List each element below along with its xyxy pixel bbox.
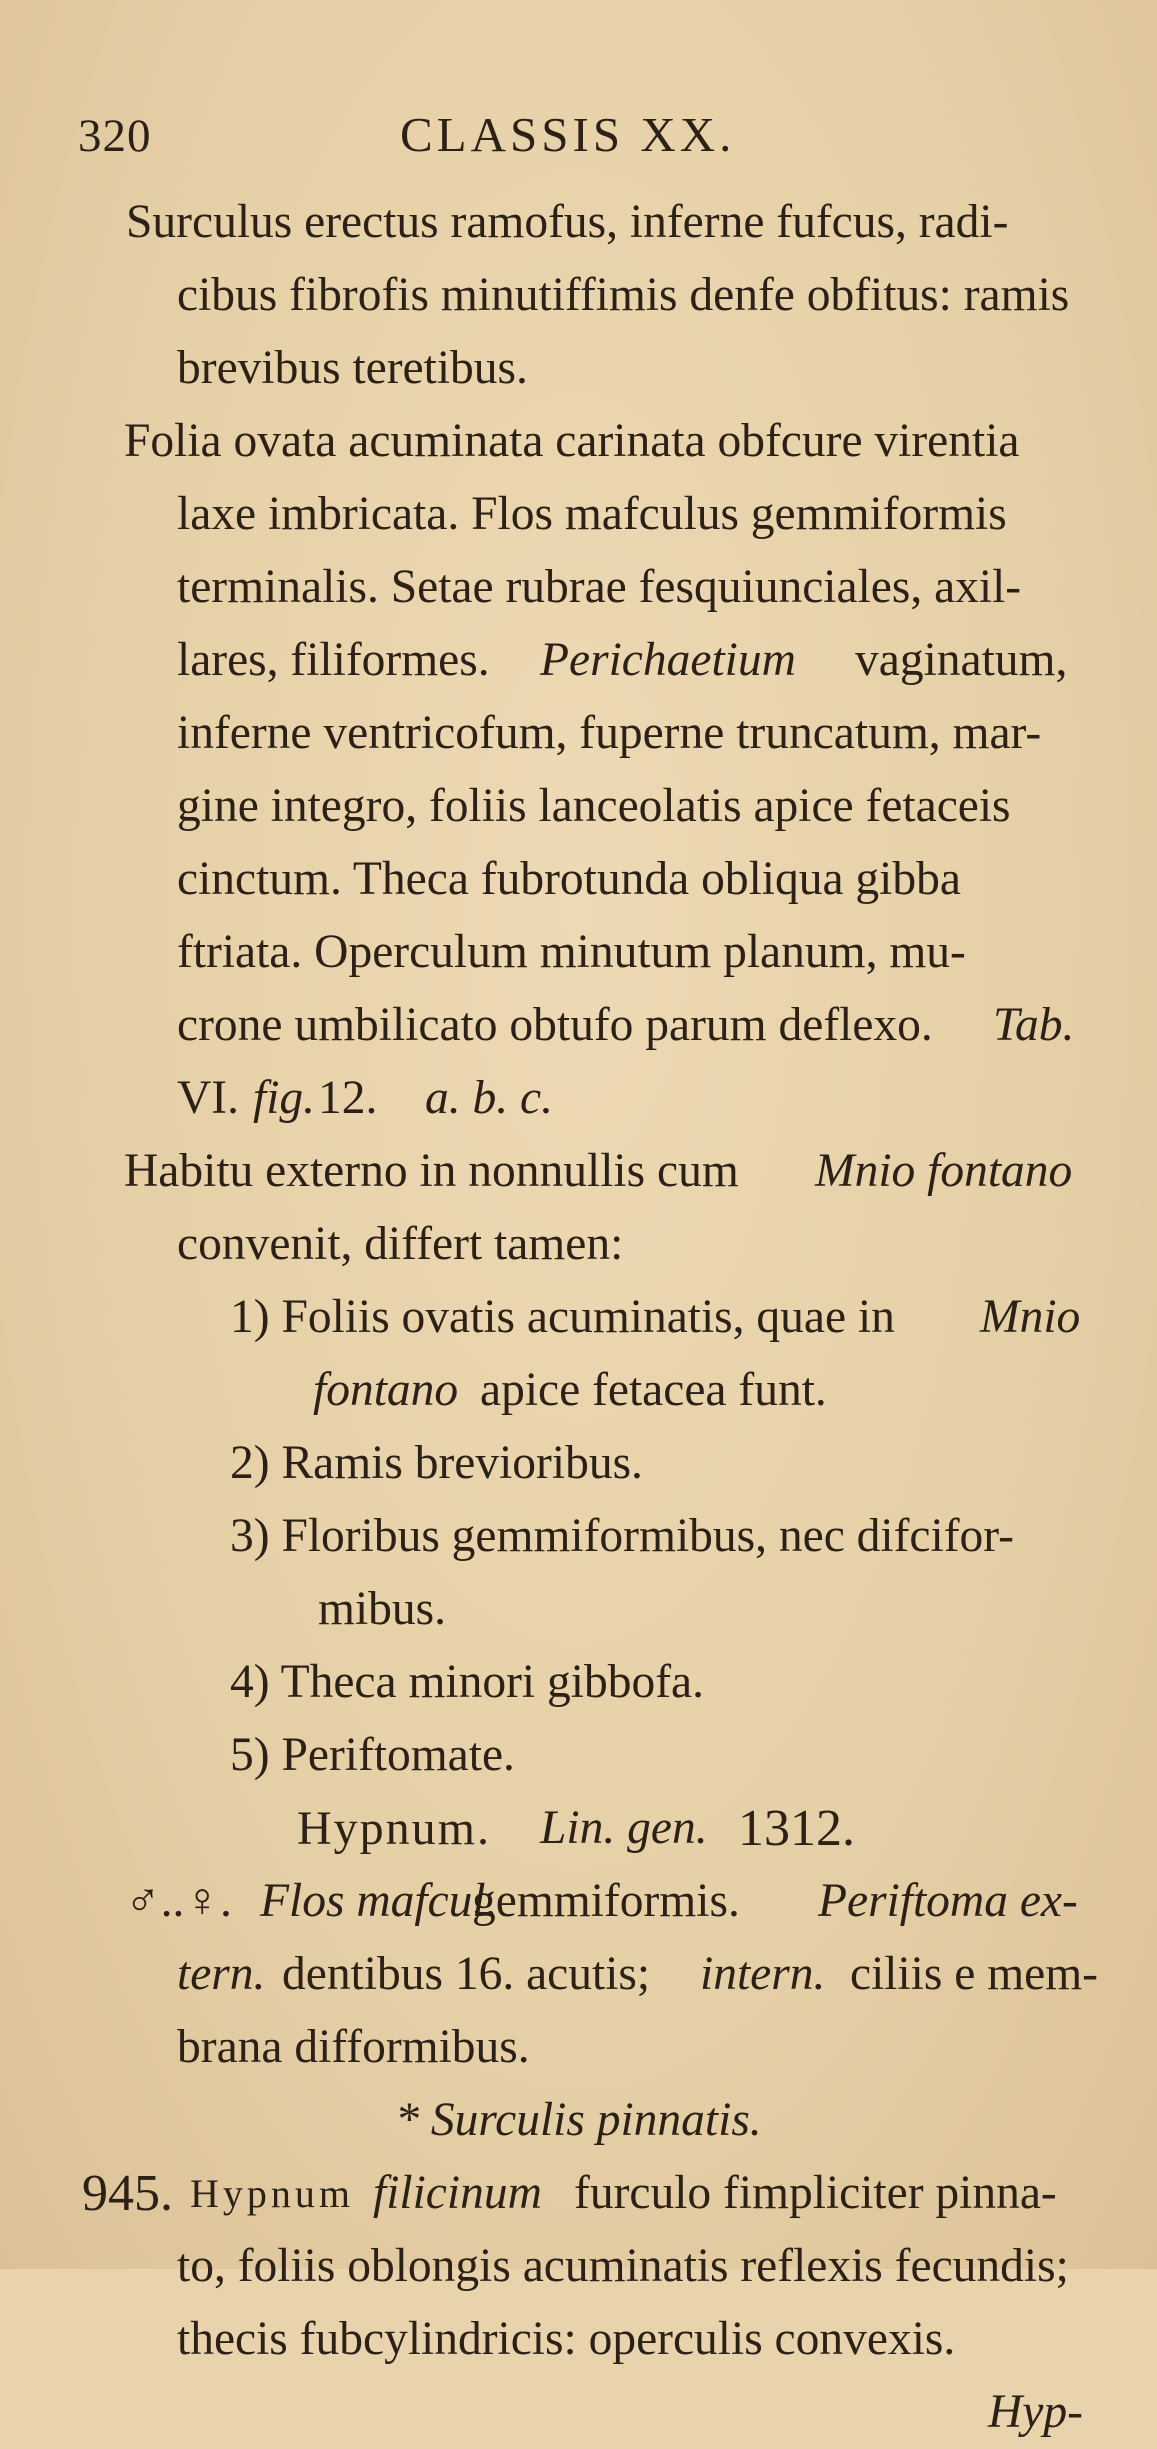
list-item (0, 1281, 1157, 1354)
text-line (0, 186, 1157, 259)
list-item (0, 1500, 1157, 1573)
section-heading (0, 2084, 1157, 2157)
line-text: laxe imbricata. Flos mafculus gemmiformis (177, 488, 1007, 540)
line-text: Habitu externo in nonnullis cum (124, 1145, 739, 1197)
text-line (0, 2303, 1157, 2376)
italic-term: Periftoma ex- (818, 1875, 1078, 1927)
text-line (0, 2230, 1157, 2303)
text-line (0, 1938, 1157, 2011)
italic-term: intern. (700, 1948, 826, 2000)
text-line (0, 989, 1157, 1062)
running-head: CLASSIS XX. (400, 107, 736, 162)
italic-term: Lin. gen. (540, 1802, 708, 1854)
italic-term: Mnio fontano (815, 1145, 1073, 1197)
line-text: crone umbilicato obtufo parum deflexo. (177, 999, 933, 1051)
line-text: cinctum. Theca fubrotunda obliqua gibba (177, 853, 961, 905)
text-line (0, 916, 1157, 989)
text-line (0, 770, 1157, 843)
line-text: cibus fibrofis minutiffimis denfe obfitus: ramis (177, 269, 1070, 321)
text-line (0, 332, 1157, 405)
line-text: ftriata. Operculum minutum planum, mu- (177, 926, 966, 978)
italic-term: fig. (253, 1072, 316, 1124)
line-text: lares, filiformes. (177, 634, 490, 686)
text-line (0, 405, 1157, 478)
italic-term: Flos mafcul. (260, 1875, 498, 1927)
text-line (0, 843, 1157, 916)
genus-name: Hypnum (190, 2171, 354, 2216)
line-text: 1312. (738, 1800, 855, 1857)
page-header (0, 92, 1157, 168)
list-item (0, 1354, 1157, 1427)
text-line (0, 697, 1157, 770)
line-text: brana difformibus. (177, 2021, 530, 2073)
line-text: terminalis. Setae rubrae fesquiunciales, axil- (177, 561, 1022, 613)
italic-term: Mnio (980, 1291, 1081, 1343)
catchword: Hyp- (988, 2386, 1083, 2438)
line-text: 12. (318, 1072, 378, 1124)
text-line (0, 1865, 1157, 1938)
text-line (0, 478, 1157, 551)
italic-term: Perichaetium (540, 634, 796, 686)
text-line (0, 1208, 1157, 1281)
line-text: Folia ovata acuminata carinata obfcure virentia (124, 415, 1020, 467)
genus-heading (0, 1792, 1157, 1865)
line-text: convenit, differt tamen: (177, 1218, 624, 1270)
line-text: 1) Foliis ovatis acuminatis, quae in (230, 1291, 895, 1343)
page-number: 320 (78, 110, 152, 162)
line-text: thecis fubcylindricis: operculis convexis. (177, 2313, 956, 2365)
line-text: to, foliis oblongis acuminatis reflexis fecundis; (177, 2240, 1069, 2292)
sex-symbols: ♂..♀. (125, 1875, 232, 1927)
list-item (0, 1646, 1157, 1719)
body-text (0, 186, 1157, 2449)
line-text: vaginatum, (855, 634, 1068, 686)
line-text: 2) Ramis brevioribus. (230, 1437, 643, 1489)
line-text: ciliis e mem- (850, 1948, 1098, 2000)
catchword-line (0, 2376, 1157, 2449)
species-number: 945. (82, 2165, 173, 2222)
text-line (0, 551, 1157, 624)
italic-term: filicinum (373, 2167, 542, 2219)
list-item (0, 1427, 1157, 1500)
text-line (0, 259, 1157, 332)
line-text: 4) Theca minori gibbofa. (230, 1656, 704, 1708)
text-line (0, 1135, 1157, 1208)
line-text: gine integro, foliis lanceolatis apice fetaceis (177, 780, 1011, 832)
species-entry (0, 2157, 1157, 2230)
text-line (0, 1062, 1157, 1135)
list-item (0, 1719, 1157, 1792)
line-text: furculo fimpliciter pinna- (574, 2167, 1057, 2219)
italic-term: fontano (313, 1364, 459, 1416)
italic-term: tern. (177, 1948, 266, 2000)
text-line (0, 2011, 1157, 2084)
line-text: brevibus teretibus. (177, 342, 528, 394)
section-title: * Surculis pinnatis. (395, 2094, 762, 2146)
text-line (0, 624, 1157, 697)
italic-term: Tab. (993, 999, 1075, 1051)
line-text: 3) Floribus gemmiformibus, nec difcifor- (230, 1510, 1014, 1562)
list-item (0, 1573, 1157, 1646)
italic-term: a. b. c. (425, 1072, 553, 1124)
genus-name: Hypnum. (297, 1802, 491, 1855)
line-text: inferne ventricofum, fuperne truncatum, mar- (177, 707, 1042, 759)
line-text: mibus. (318, 1583, 447, 1635)
line-text: VI. (177, 1072, 239, 1124)
line-text: apice fetacea funt. (480, 1364, 827, 1416)
line-text: Surculus erectus ramofus, inferne fufcus, radi- (126, 196, 1009, 248)
line-text: dentibus 16. acutis; (282, 1948, 651, 2000)
line-text: gemmiformis. (472, 1875, 740, 1927)
line-text: 5) Periftomate. (230, 1729, 515, 1781)
